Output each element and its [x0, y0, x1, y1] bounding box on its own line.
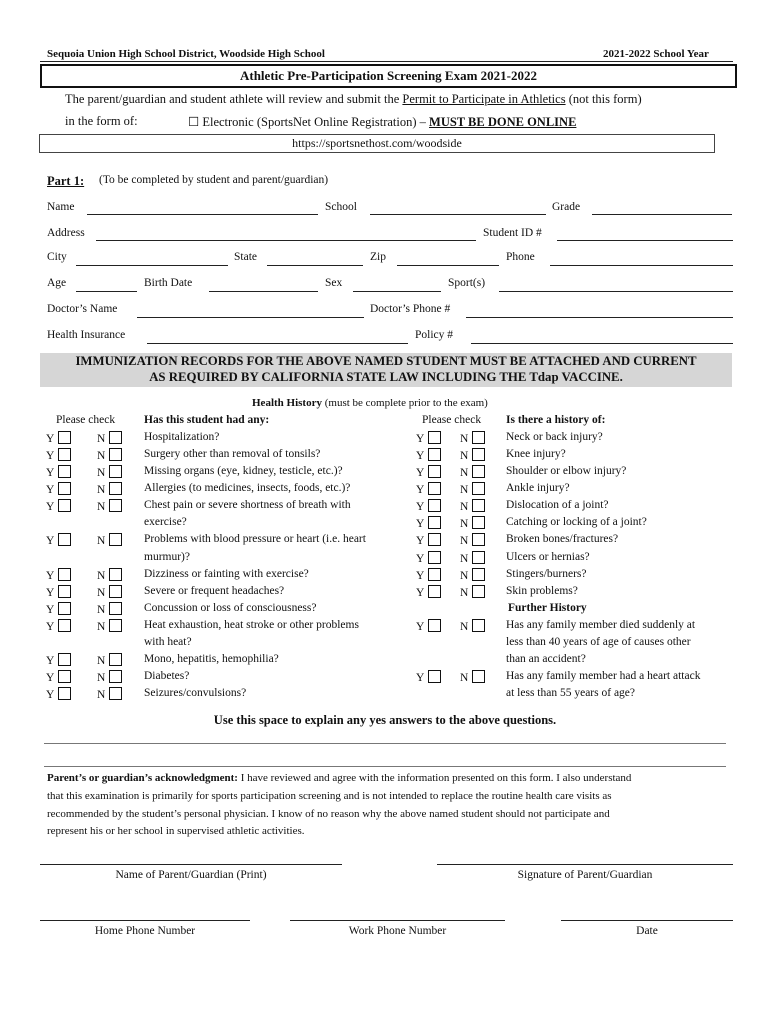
parent-signature-line[interactable]: [437, 864, 733, 865]
zip-field[interactable]: [397, 265, 499, 266]
yes-checkbox[interactable]: [428, 482, 441, 495]
electronic-option: [188, 114, 576, 130]
yn-row: N: [97, 585, 122, 599]
yn-row: Y: [416, 533, 441, 547]
yes-checkbox[interactable]: [428, 431, 441, 444]
right-question: Shoulder or elbow injury?: [506, 465, 627, 477]
yes-checkbox[interactable]: [58, 465, 71, 478]
no-checkbox[interactable]: [109, 602, 122, 615]
phone-label: Phone: [506, 251, 535, 263]
acknowledgment-text: I have reviewed and agree with the information presented on this form. I also understand: [237, 772, 632, 784]
yes-checkbox[interactable]: [58, 482, 71, 495]
must-online-label: MUST BE DONE ONLINE: [429, 115, 577, 129]
yes-checkbox[interactable]: [58, 585, 71, 598]
yn-row: Y: [46, 482, 71, 496]
left-column-header: Has this student had any:: [144, 414, 270, 426]
yn-row: N: [97, 619, 122, 633]
no-checkbox[interactable]: [472, 516, 485, 529]
home-phone-line[interactable]: [40, 920, 250, 921]
no-checkbox[interactable]: [472, 448, 485, 461]
yn-row: Y: [416, 516, 441, 530]
left-question: exercise?: [144, 516, 187, 528]
right-question: Neck or back injury?: [506, 431, 603, 443]
school-year: 2021-2022 School Year: [603, 48, 709, 60]
intro-text-post: (not this form): [565, 92, 642, 106]
no-checkbox[interactable]: [109, 499, 122, 512]
yn-row: N: [97, 448, 122, 462]
parent-name-label: Name of Parent/Guardian (Print): [115, 869, 267, 881]
left-question: Concussion or loss of consciousness?: [144, 602, 317, 614]
right-question: Knee injury?: [506, 448, 566, 460]
further-question: Has any family member had a heart attack: [506, 670, 701, 682]
electronic-label: Electronic (SportsNet Online Registration) –: [202, 115, 430, 129]
parent-signature-label: Signature of Parent/Guardian: [517, 869, 653, 881]
doctor-name-field[interactable]: [137, 317, 364, 318]
work-phone-line[interactable]: [290, 920, 505, 921]
acknowledgment-line2: that this examination is primarily for sports participation screening and is not intended to replace the routine health care visits as: [47, 790, 612, 802]
yn-row: N: [460, 499, 485, 513]
no-checkbox[interactable]: [109, 653, 122, 666]
name-label: Name: [47, 201, 75, 213]
right-question: Ulcers or hernias?: [506, 551, 590, 563]
yn-row: N: [97, 482, 122, 496]
yn-row: N: [460, 516, 485, 530]
birth-date-field[interactable]: [209, 291, 318, 292]
yes-checkbox[interactable]: [58, 602, 71, 615]
doctor-phone-label: Doctor’s Phone #: [370, 303, 451, 315]
yn-row: Y: [416, 448, 441, 462]
further-history-heading: Further History: [508, 602, 587, 614]
health-history-heading: [252, 397, 488, 409]
no-checkbox[interactable]: [472, 431, 485, 444]
no-checkbox[interactable]: [472, 465, 485, 478]
sex-field[interactable]: [353, 291, 441, 292]
student-id-field[interactable]: [557, 240, 733, 241]
yn-row: N: [460, 431, 485, 445]
yes-checkbox[interactable]: [428, 516, 441, 529]
left-question: Surgery other than removal of tonsils?: [144, 448, 321, 460]
yn-row: Y: [416, 619, 441, 633]
no-checkbox[interactable]: [109, 619, 122, 632]
age-label: Age: [47, 277, 67, 289]
health-insurance-field[interactable]: [147, 343, 408, 344]
parent-name-line[interactable]: [40, 864, 342, 865]
yn-row: Y: [46, 585, 71, 599]
work-phone-label: Work Phone Number: [348, 925, 447, 937]
explain-line-2[interactable]: [44, 766, 726, 767]
yn-row: N: [97, 465, 122, 479]
yn-row: Y: [416, 568, 441, 582]
left-question: Severe or frequent headaches?: [144, 585, 285, 597]
no-checkbox[interactable]: [472, 619, 485, 632]
yes-checkbox[interactable]: [428, 619, 441, 632]
no-checkbox[interactable]: [109, 687, 122, 700]
policy-field[interactable]: [471, 343, 733, 344]
yn-row: N: [97, 499, 122, 513]
city-label: City: [47, 251, 67, 263]
immunization-line2: AS REQUIRED BY CALIFORNIA STATE LAW INCLUDING THE Tdap VACCINE.: [149, 370, 623, 384]
state-field[interactable]: [267, 265, 363, 266]
address-field[interactable]: [96, 240, 476, 241]
yes-checkbox[interactable]: [58, 533, 71, 546]
yn-row: N: [97, 568, 122, 582]
further-question: less than 40 years of age of causes other: [506, 636, 691, 648]
explain-heading: Use this space to explain any yes answers to the above questions.: [213, 713, 557, 727]
part1-label: Part 1:: [47, 174, 85, 188]
no-checkbox[interactable]: [109, 448, 122, 461]
yn-row: N: [97, 687, 122, 701]
age-field[interactable]: [76, 291, 137, 292]
zip-label: Zip: [370, 251, 386, 263]
health-insurance-label: Health Insurance: [47, 329, 126, 341]
sports-label: Sport(s): [448, 277, 486, 289]
yn-row: N: [97, 653, 122, 667]
yn-row: N: [460, 482, 485, 496]
yn-row: Y: [416, 670, 441, 684]
yn-row: Y: [416, 585, 441, 599]
registration-url[interactable]: https://sportsnethost.com/woodside: [292, 136, 462, 150]
left-question: Dizziness or fainting with exercise?: [144, 568, 309, 580]
yn-row: Y: [416, 482, 441, 496]
yn-row: N: [97, 602, 122, 616]
doctor-phone-field[interactable]: [466, 317, 733, 318]
yn-row: Y: [46, 653, 71, 667]
yn-row: Y: [46, 499, 71, 513]
yn-row: N: [97, 670, 122, 684]
explain-line-1[interactable]: [44, 743, 726, 744]
yes-checkbox[interactable]: [428, 533, 441, 546]
left-question: Chest pain or severe shortness of breath with: [144, 499, 351, 511]
url-box: [39, 134, 715, 153]
left-question: Hospitalization?: [144, 431, 220, 443]
school-field[interactable]: [370, 214, 546, 215]
yes-checkbox[interactable]: [428, 670, 441, 683]
grade-field[interactable]: [592, 214, 732, 215]
further-question: at less than 55 years of age?: [506, 687, 636, 699]
school-label: School: [325, 201, 357, 213]
yn-row: Y: [46, 465, 71, 479]
yn-row: N: [460, 568, 485, 582]
yes-checkbox[interactable]: [428, 568, 441, 581]
no-checkbox[interactable]: [109, 431, 122, 444]
student-id-label: Student ID #: [483, 227, 542, 239]
left-question: Problems with blood pressure or heart (i.e. heart: [144, 533, 366, 545]
grade-label: Grade: [552, 201, 581, 213]
left-question: Missing organs (eye, kidney, testicle, etc.)?: [144, 465, 343, 477]
left-question: murmur)?: [144, 551, 190, 563]
yes-checkbox[interactable]: [58, 619, 71, 632]
phone-field[interactable]: [550, 265, 733, 266]
date-line[interactable]: [561, 920, 733, 921]
yes-checkbox[interactable]: [428, 551, 441, 564]
yes-checkbox[interactable]: [58, 670, 71, 683]
yes-checkbox[interactable]: [428, 585, 441, 598]
immunization-banner: [40, 353, 732, 387]
yn-row: Y: [46, 687, 71, 701]
home-phone-label: Home Phone Number: [94, 925, 196, 937]
yes-checkbox[interactable]: [428, 499, 441, 512]
yes-checkbox[interactable]: [428, 465, 441, 478]
date-label: Date: [636, 925, 658, 937]
policy-label: Policy #: [415, 329, 454, 341]
acknowledgment-line1: [47, 772, 631, 784]
acknowledgment-line3: recommended by the student’s personal physician. I know of no reason why the above named student should not participate and: [47, 808, 610, 820]
yn-row: Y: [46, 670, 71, 684]
city-field[interactable]: [76, 265, 228, 266]
please-check-right: Please check: [422, 414, 482, 426]
no-checkbox[interactable]: [109, 585, 122, 598]
yn-row: N: [97, 431, 122, 445]
right-question: Stingers/burners?: [506, 568, 587, 580]
intro-line: [65, 92, 642, 107]
yn-row: N: [460, 551, 485, 565]
yn-row: Y: [46, 602, 71, 616]
yn-row: Y: [46, 431, 71, 445]
yn-row: N: [460, 448, 485, 462]
left-question: Allergies (to medicines, insects, foods, etc.)?: [144, 482, 351, 494]
left-question: with heat?: [144, 636, 192, 648]
yn-row: N: [460, 533, 485, 547]
header-rule: [40, 61, 733, 62]
yn-row: N: [460, 585, 485, 599]
permit-link[interactable]: Permit to Participate in Athletics: [402, 92, 566, 106]
address-label: Address: [47, 227, 85, 239]
acknowledgment-line4: represent his or her school in supervised athletic activities.: [47, 825, 305, 837]
sports-field[interactable]: [499, 291, 733, 292]
no-checkbox[interactable]: [472, 670, 485, 683]
further-question: than an accident?: [506, 653, 586, 665]
no-checkbox[interactable]: [109, 482, 122, 495]
title-box: [40, 64, 737, 88]
yes-checkbox[interactable]: [58, 499, 71, 512]
birth-date-label: Birth Date: [144, 277, 193, 289]
yn-row: Y: [46, 448, 71, 462]
state-label: State: [234, 251, 257, 263]
yn-row: N: [460, 619, 485, 633]
yes-checkbox[interactable]: [428, 448, 441, 461]
part1-note: (To be completed by student and parent/guardian): [99, 174, 329, 186]
yn-row: Y: [416, 499, 441, 513]
no-checkbox[interactable]: [109, 670, 122, 683]
yes-checkbox[interactable]: [58, 653, 71, 666]
yn-row: Y: [46, 619, 71, 633]
intro-text: The parent/guardian and student athlete will review and submit the: [65, 92, 403, 106]
health-history-note: (must be complete prior to the exam): [321, 397, 488, 409]
yn-row: N: [460, 465, 485, 479]
yn-row: Y: [416, 431, 441, 445]
yn-row: Y: [46, 533, 71, 547]
yn-row: Y: [416, 551, 441, 565]
checkbox-icon[interactable]: ☐: [188, 115, 200, 129]
right-question: Broken bones/fractures?: [506, 533, 619, 545]
district-name: Sequoia Union High School District, Woodside High School: [47, 48, 325, 60]
please-check-left: Please check: [56, 414, 116, 426]
left-question: Mono, hepatitis, hemophilia?: [144, 653, 279, 665]
immunization-line1: IMMUNIZATION RECORDS FOR THE ABOVE NAMED STUDENT MUST BE ATTACHED AND CURRENT: [75, 354, 697, 368]
no-checkbox[interactable]: [109, 465, 122, 478]
no-checkbox[interactable]: [472, 533, 485, 546]
yn-row: Y: [416, 465, 441, 479]
right-column-header: Is there a history of:: [506, 414, 606, 426]
no-checkbox[interactable]: [109, 533, 122, 546]
no-checkbox[interactable]: [472, 482, 485, 495]
yn-row: Y: [46, 568, 71, 582]
no-checkbox[interactable]: [472, 551, 485, 564]
left-question: Heat exhaustion, heat stroke or other problems: [144, 619, 359, 631]
further-question: Has any family member died suddenly at: [506, 619, 696, 631]
no-checkbox[interactable]: [472, 499, 485, 512]
name-field[interactable]: [87, 214, 318, 215]
yes-checkbox[interactable]: [58, 568, 71, 581]
no-checkbox[interactable]: [472, 568, 485, 581]
yes-checkbox[interactable]: [58, 431, 71, 444]
acknowledgment-label: Parent’s or guardian’s acknowledgment:: [47, 772, 238, 784]
yn-row: N: [460, 670, 485, 684]
left-question: Seizures/convulsions?: [144, 687, 247, 699]
no-checkbox[interactable]: [109, 568, 122, 581]
right-question: Catching or locking of a joint?: [506, 516, 647, 528]
right-question: Ankle injury?: [506, 482, 570, 494]
right-question: Skin problems?: [506, 585, 578, 597]
no-checkbox[interactable]: [472, 585, 485, 598]
form-title: Athletic Pre-Participation Screening Exam 2021-2022: [239, 68, 538, 83]
health-history-title: Health History: [252, 397, 322, 409]
right-question: Dislocation of a joint?: [506, 499, 609, 511]
doctor-name-label: Doctor’s Name: [47, 303, 118, 315]
sex-label: Sex: [325, 277, 343, 289]
left-question: Diabetes?: [144, 670, 190, 682]
in-form-of-label: in the form of:: [65, 114, 138, 128]
yn-row: N: [97, 533, 122, 547]
yes-checkbox[interactable]: [58, 687, 71, 700]
yes-checkbox[interactable]: [58, 448, 71, 461]
